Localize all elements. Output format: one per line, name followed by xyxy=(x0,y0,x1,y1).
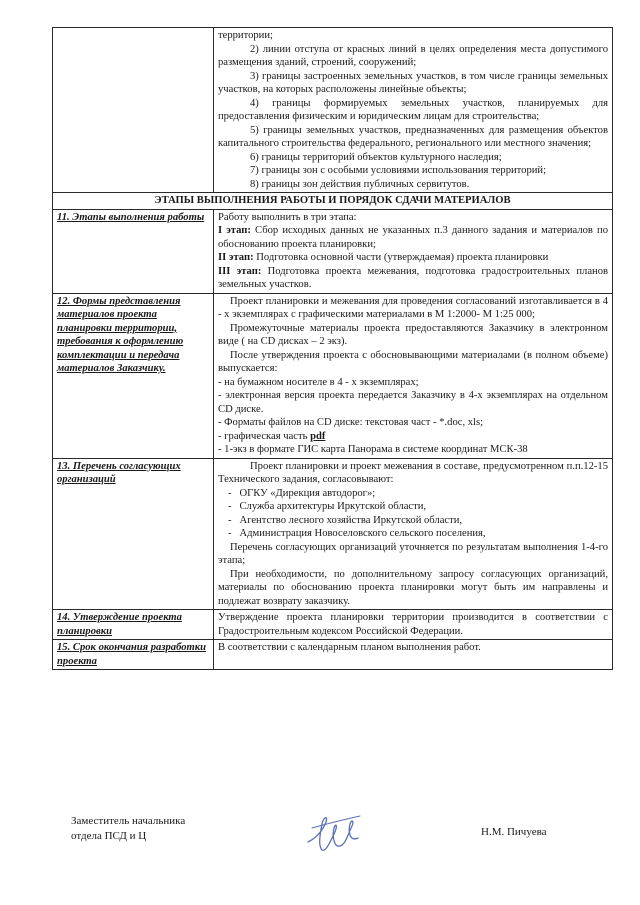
paragraph: - 1-экз в формате ГИС карта Панорама в системе координат МСК-38 xyxy=(218,444,528,455)
table-row xyxy=(53,293,613,458)
paragraph: Промежуточные материалы проекта предоставляются Заказчику в электронном виде ( на CD дисках – 2 экз). xyxy=(218,322,608,347)
stage-3: III этап: Подготовка проекта межевания, подготовка градостроительных планов земельных участков. xyxy=(218,265,609,290)
signatory-name: Н.М. Пичуева xyxy=(481,826,547,838)
paragraph: Утверждение проекта планировки территории производится в соответствии с Градостроительным кодексом Российской Федерации. xyxy=(218,612,608,637)
position-line: отдела ПСД и Ц xyxy=(71,830,147,842)
table-row xyxy=(53,458,613,610)
org-item: - Администрация Новоселовского сельского поселения, xyxy=(228,528,486,539)
intro-items-cell xyxy=(214,28,613,193)
paragraph: В соответствии с календарным планом выполнения работ. xyxy=(218,642,481,653)
stages-intro: Работу выполнить в три этапа: xyxy=(218,211,357,223)
org-item: - ОГКУ «Дирекция автодорог»; xyxy=(228,487,376,499)
paragraph: - на бумажном носителе в 4 - х экземплярах; xyxy=(218,376,419,388)
paragraph: - графическая часть pdf xyxy=(218,430,326,442)
intro-item: 3) границы застроенных земельных участков, в том числе границы земельных участков, на которых расположены линейные объекты; xyxy=(218,70,608,95)
terms-table xyxy=(52,27,613,670)
row-content xyxy=(214,610,613,640)
paragraph: Проект планировки и межевания для проведения согласований изготавливается в 4 - х экземплярах с графическими материалами в М 1:2000- М 1:25 000; xyxy=(218,295,608,320)
stage-2: II этап: Подготовка основной части (утверждаемая) проекта планировки xyxy=(218,252,549,263)
signatory-position xyxy=(71,814,185,844)
paragraph: Перечень согласующих организаций уточняется по результатам выполнения 1-4-го этапа; xyxy=(218,541,608,566)
row-label: 12. Формы представления материалов проекта планировки территории, требования к оформлению комплектации и передача материалов Заказчику. xyxy=(53,293,214,458)
paragraph: - электронная версия проекта передается Заказчику в 4-х экземплярах на отдельном CD диске. xyxy=(218,390,608,415)
table-row xyxy=(53,193,613,210)
paragraph: При необходимости, по дополнительному запросу согласующих организаций, материалы по обоснованию проекта планировки могут быть им направлены и подлежат возврату заказчику. xyxy=(218,568,608,607)
position-line: Заместитель начальника xyxy=(71,815,186,827)
row-label: 14. Утверждение проекта планировки xyxy=(53,610,214,640)
intro-item: 2) линии отступа от красных линий в целях определения места допустимого размещения зданий, строений, сооружений; xyxy=(218,43,608,68)
intro-item: 8) границы зон действия публичных сервитутов. xyxy=(250,178,470,190)
paragraph: Проект планировки и проект межевания в составе, предусмотренном п.п.12-15 Технического задания, согласовывают: xyxy=(218,460,608,485)
row-content xyxy=(214,458,613,610)
intro-item: 6) границы территорий объектов культурного наследия; xyxy=(250,151,502,163)
intro-item: 4) границы формируемых земельных участков, планируемых для предоставления физическим и юридическим лицам для строительства; xyxy=(218,97,608,122)
org-item: - Агентство лесного хозяйства Иркутской области, xyxy=(228,514,463,526)
row-content xyxy=(214,209,613,293)
row-label: 15. Срок окончания разработки проекта xyxy=(53,640,214,670)
row-label: 13. Перечень согласующих организаций xyxy=(53,458,214,610)
row-content xyxy=(214,293,613,458)
paragraph: - Форматы файлов на CD диске: текстовая част - *.doc, xls; xyxy=(218,417,484,428)
org-item: - Служба архитектуры Иркутской области, xyxy=(228,501,427,512)
handwritten-signature xyxy=(302,808,364,856)
table-row xyxy=(53,610,613,640)
intro-item: территории; xyxy=(218,30,273,41)
row-label-empty xyxy=(53,28,214,193)
table-row xyxy=(53,28,613,193)
table-row xyxy=(53,640,613,670)
intro-item: 5) границы земельных участков, предназначенных для размещения объектов капитального строительства федерального, регионального или местного значения; xyxy=(218,124,608,149)
section-title: ЭТАПЫ ВЫПОЛНЕНИЯ РАБОТЫ И ПОРЯДОК СДАЧИ МАТЕРИАЛОВ xyxy=(53,193,613,210)
table-row xyxy=(53,209,613,293)
row-label: 11. Этапы выполнения работы xyxy=(53,209,214,293)
stage-1: I этап: Сбор исходных данных не указанных п.3 данного задания и материалов по обоснованию проекта планировки; xyxy=(218,225,608,250)
intro-item: 7) границы зон с особыми условиями использования территорий; xyxy=(250,165,547,176)
paragraph: После утверждения проекта с обосновывающими материалами (в полном объеме) выпускается: xyxy=(218,349,608,374)
row-content xyxy=(214,640,613,670)
